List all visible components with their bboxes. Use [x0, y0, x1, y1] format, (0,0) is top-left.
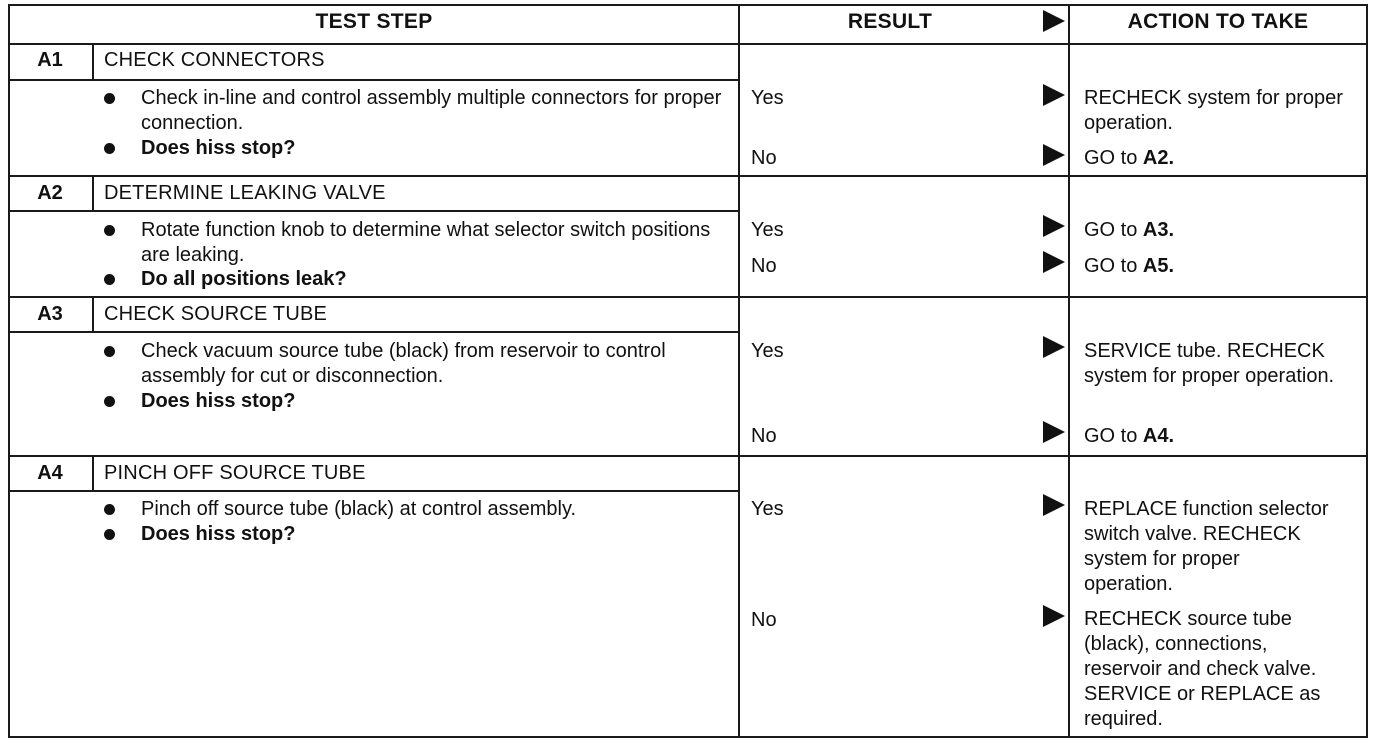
step-title-a3: CHECK SOURCE TUBE: [104, 303, 328, 325]
row-a3-top-border: [8, 296, 1368, 298]
table-bottom-border: [8, 736, 1368, 738]
header-test-step: TEST STEP: [315, 10, 433, 33]
instruction-a1: [104, 86, 724, 136]
action-no-a1: [1084, 146, 1369, 171]
step-reference: A3.: [1142, 219, 1175, 241]
question-a4: [104, 522, 724, 547]
arrow-icon: [1043, 494, 1065, 516]
arrow-icon: [1043, 421, 1065, 443]
result-column-border: [738, 4, 740, 738]
row-a2-top-border: [8, 175, 1368, 177]
result-yes-a3: Yes: [751, 340, 784, 362]
result-yes-a1: Yes: [751, 87, 784, 109]
step-id-a3: A3: [37, 303, 63, 325]
step-title-a4: PINCH OFF SOURCE TUBE: [104, 462, 366, 484]
action-text: GO to: [1084, 255, 1143, 277]
arrow-icon: [1043, 605, 1065, 627]
header-result: RESULT: [847, 10, 933, 33]
title-underline-a2: [8, 210, 739, 212]
bullet-icon: [104, 225, 115, 236]
action-column-border: [1068, 4, 1070, 738]
action-yes-a1: RECHECK system for proper operation.: [1084, 87, 1343, 134]
id-divider-a2: [92, 176, 94, 211]
action-yes-a2: [1084, 218, 1369, 243]
instruction-text: Check vacuum source tube (black) from reservoir to control assembly for cut or disconnection.: [141, 340, 666, 387]
step-reference: A4.: [1142, 425, 1175, 447]
instruction-a3: [104, 339, 724, 389]
step-title-a2: DETERMINE LEAKING VALVE: [104, 182, 386, 204]
arrow-icon: [1043, 215, 1065, 237]
title-underline-a3: [8, 331, 739, 333]
result-no-a3: No: [751, 425, 777, 447]
action-yes-a4: REPLACE function selector switch valve. RECHECK system for proper operation.: [1084, 498, 1329, 595]
action-text: GO to: [1084, 219, 1143, 241]
step-reference: A5.: [1142, 255, 1175, 277]
bullet-icon: [104, 396, 115, 407]
question-text: Does hiss stop?: [141, 137, 296, 159]
question-text: Do all positions leak?: [141, 268, 347, 290]
result-yes-a2: Yes: [751, 219, 784, 241]
bullet-icon: [104, 529, 115, 540]
bullet-icon: [104, 504, 115, 515]
row-a4-top-border: [8, 455, 1368, 457]
id-divider-a4: [92, 456, 94, 491]
result-yes-a4: Yes: [751, 498, 784, 520]
arrow-icon: [1043, 144, 1065, 166]
id-divider-a3: [92, 297, 94, 332]
bullet-icon: [104, 143, 115, 154]
table-left-border: [8, 4, 10, 738]
header-action: ACTION TO TAKE: [1127, 10, 1309, 33]
result-no-a2: No: [751, 255, 777, 277]
instruction-a2: [104, 218, 724, 268]
action-text: GO to: [1084, 425, 1143, 447]
bullet-icon: [104, 346, 115, 357]
step-reference: A2.: [1142, 147, 1175, 169]
action-text: GO to: [1084, 147, 1143, 169]
question-text: Does hiss stop?: [141, 390, 296, 412]
result-no-a4: No: [751, 609, 777, 631]
question-text: Does hiss stop?: [141, 523, 296, 545]
step-title-a1: CHECK CONNECTORS: [104, 49, 325, 71]
question-a1: [104, 136, 724, 161]
question-a3: [104, 389, 724, 414]
action-no-a2: [1084, 254, 1369, 279]
arrow-icon: [1043, 251, 1065, 273]
step-id-a1: A1: [37, 49, 63, 71]
step-id-a4: A4: [37, 462, 63, 484]
instruction-text: Check in-line and control assembly multiple connectors for proper connection.: [141, 87, 722, 134]
action-no-a4: RECHECK source tube (black), connections, reservoir and check valve. SERVICE or REPLACE as required.: [1084, 608, 1321, 730]
id-divider-a1: [92, 44, 94, 80]
bullet-icon: [104, 274, 115, 285]
bullet-icon: [104, 93, 115, 104]
action-no-a3: [1084, 424, 1369, 449]
title-underline-a4: [8, 490, 739, 492]
question-a2: [104, 267, 724, 292]
title-underline-a1: [8, 79, 739, 81]
arrow-icon: [1043, 336, 1065, 358]
action-yes-a3: SERVICE tube. RECHECK system for proper operation.: [1084, 340, 1335, 387]
step-id-a2: A2: [37, 182, 63, 204]
instruction-a4: [104, 497, 724, 522]
header-arrow-icon: [1043, 10, 1065, 32]
arrow-icon: [1043, 84, 1065, 106]
instruction-text: Rotate function knob to determine what selector switch positions are leaking.: [141, 219, 711, 266]
result-no-a1: No: [751, 147, 777, 169]
instruction-text: Pinch off source tube (black) at control assembly.: [141, 498, 577, 520]
